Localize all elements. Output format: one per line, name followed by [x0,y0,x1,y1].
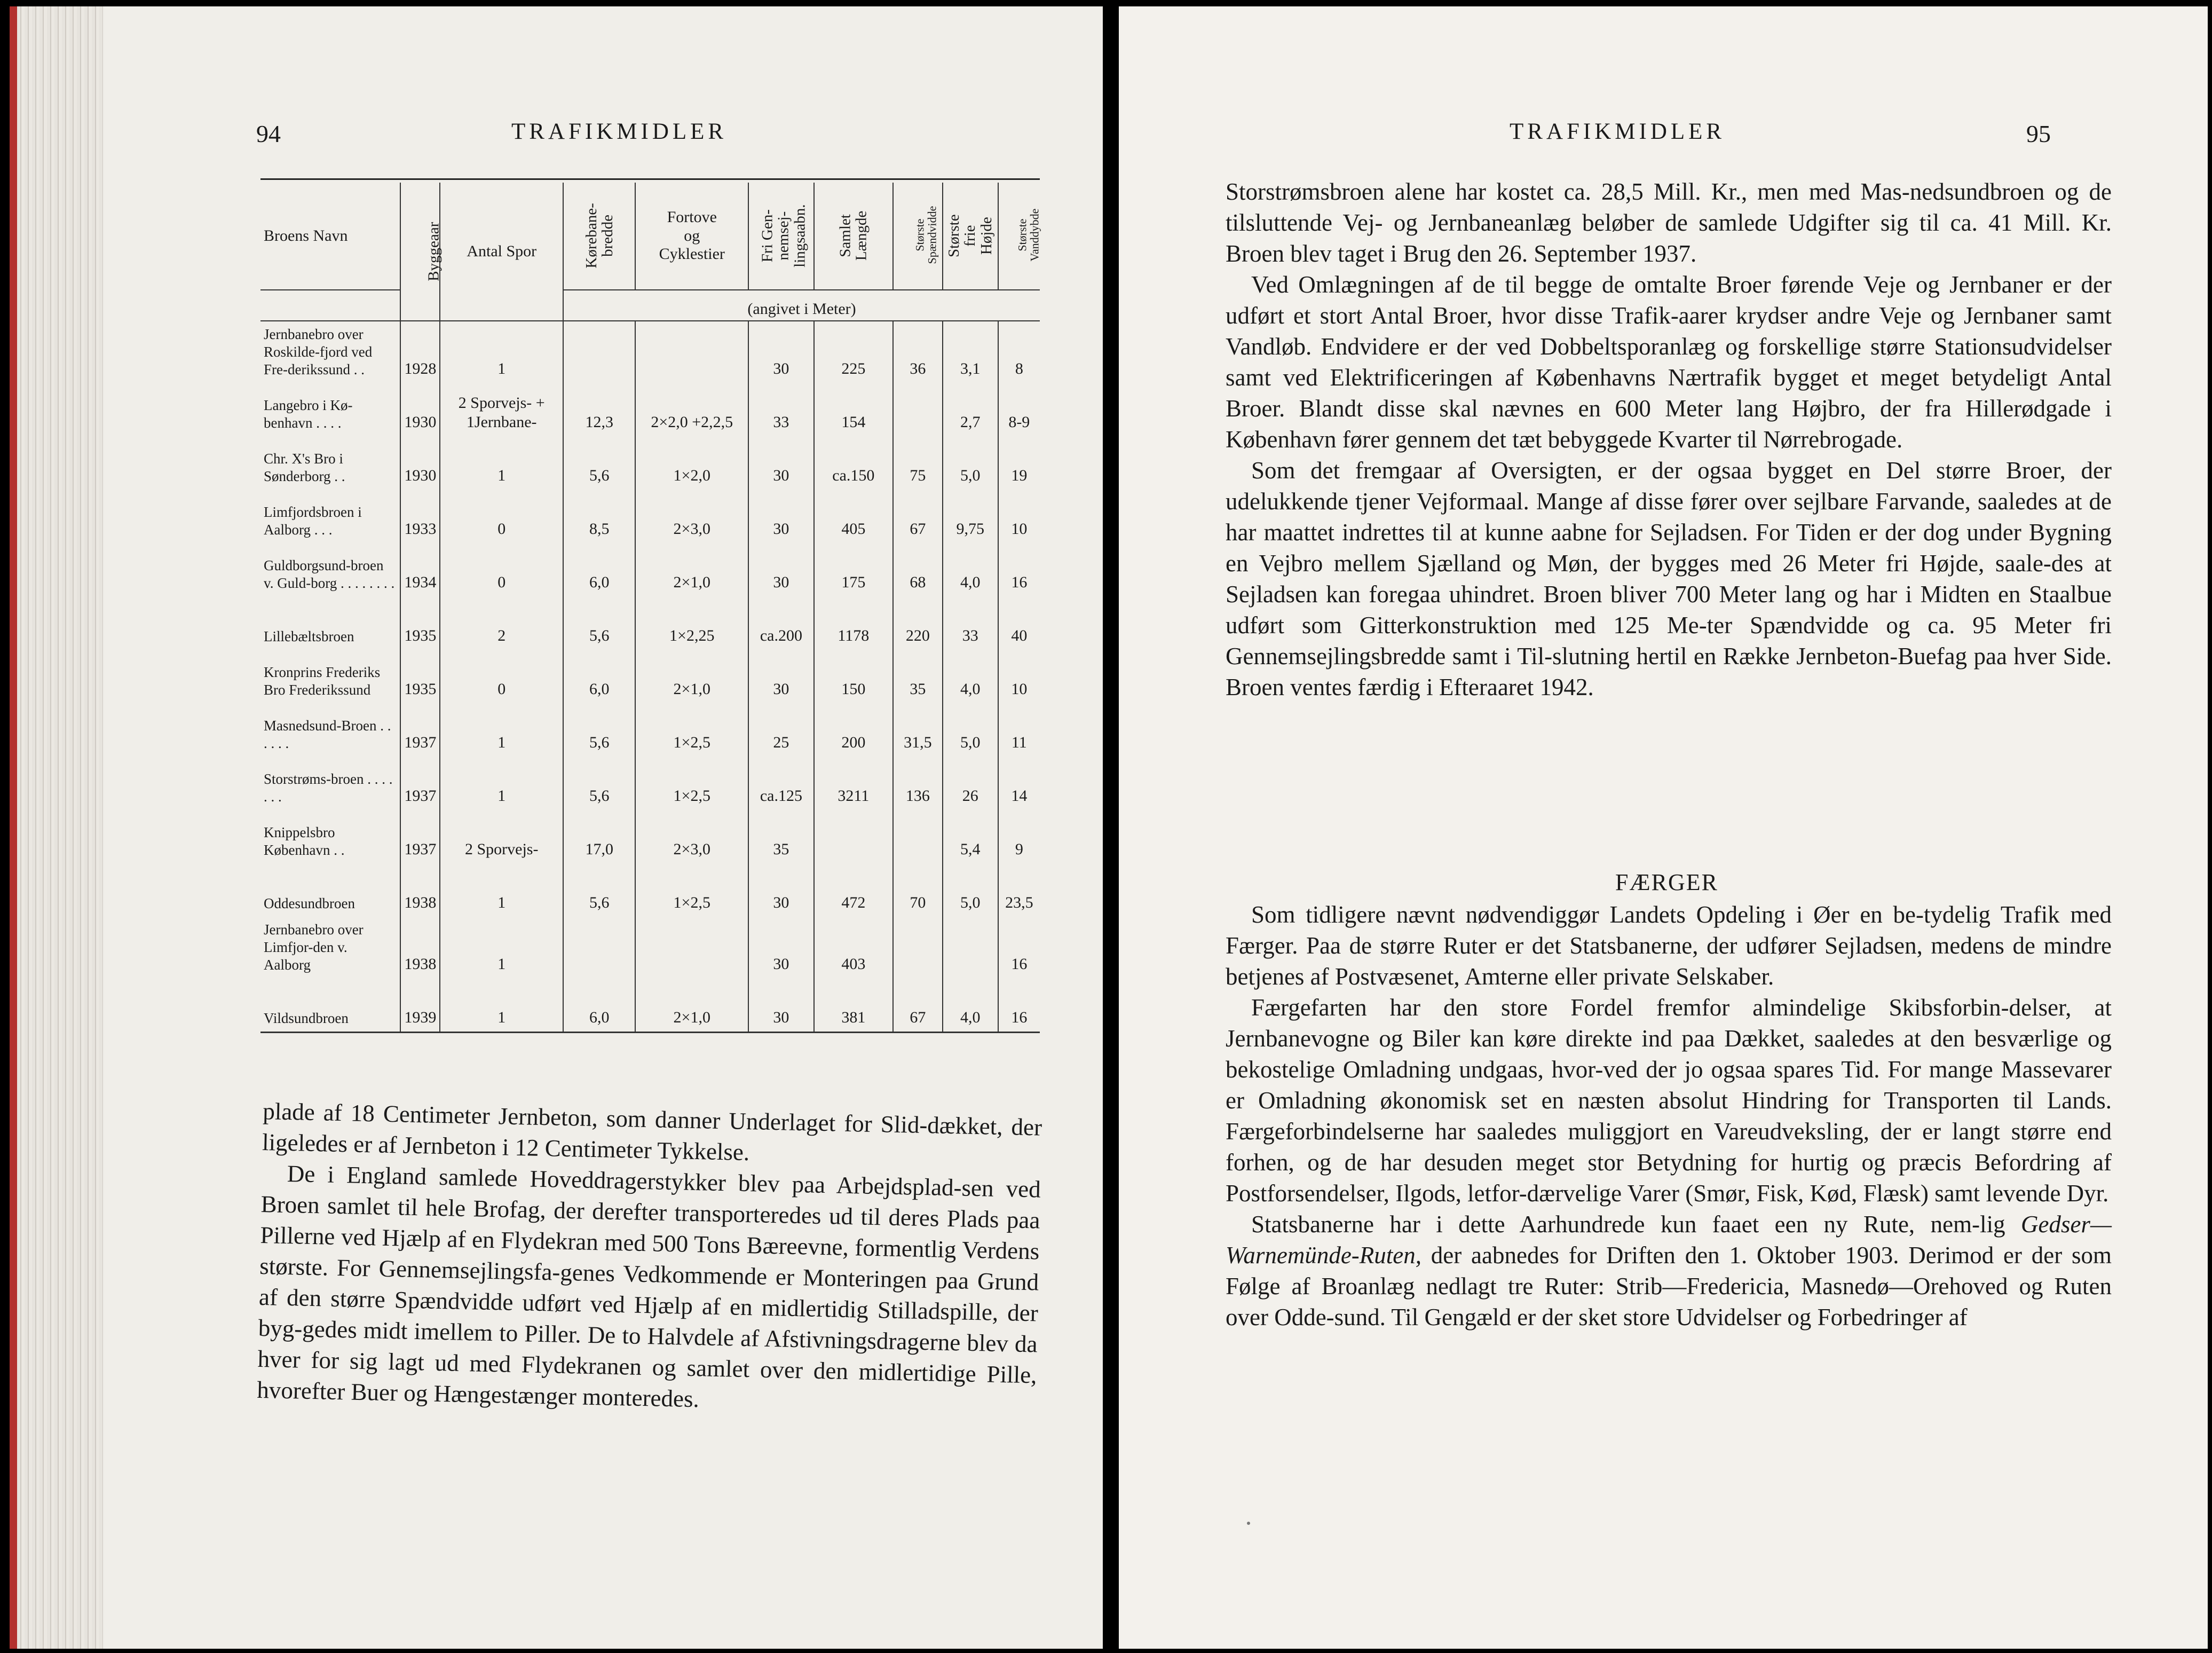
cell-carriageway: 12,3 [563,383,635,436]
cell-sidewalks: 2×1,0 [635,650,748,703]
cell-span: 67 [893,490,943,543]
cell-length: 225 [814,321,893,383]
cell-height: 4,0 [943,978,998,1033]
table-row [260,596,1040,650]
speck [1247,1522,1250,1525]
cell-depth: 14 [998,757,1040,810]
cell-span: 67 [893,978,943,1033]
cell-height: 5,0 [943,863,998,917]
cell-sidewalks: 2×1,0 [635,978,748,1033]
cell-carriageway [563,917,635,978]
right-body-text-top [1226,176,2112,703]
cell-depth: 40 [998,596,1040,650]
table-row [260,863,1040,917]
cell-sidewalks: 1×2,5 [635,757,748,810]
cell-clearance: 30 [748,490,814,543]
table-row [260,917,1040,978]
cell-clearance: 30 [748,436,814,490]
paragraph: Ved Omlægningen af de til begge de omtalte Broer førende Veje og Jernbaner er der udført et stort Antal Broer, hvor disse Trafik-aarer krydser andre Veje og Jernbaner samt Vandløb. Endvidere er der ved Dobbeltsporanlæg og forskellige større Stationsudvidelser samt ved Elektrificeringen af Københavns Nærtrafik bygget et meget betydeligt Antal Broer. Blandt disse skal nævnes en 600 Meter lang Højbro, der fra Hillerødgade i København fører gennem det tæt bebyggede Kvarter til Nørrebrogade. [1226,271,2112,453]
col-header-max-depth: Største Vanddybde [998,183,1040,290]
cell-year: 1939 [400,978,440,1033]
cell-year: 1938 [400,863,440,917]
bridge-table [260,183,1040,1033]
cell-sidewalks: 1×2,0 [635,436,748,490]
cell-carriageway: 6,0 [563,543,635,596]
paragraph: Færgefarten har den store Fordel fremfor almindelige Skibsforbin-delser, at Jernbanevogne og Biler kan køre direkte ind paa Dækket, saaledes at den besværlige og bekostelige Omladning undgaas, hvor-ved der jo ogsaa spares Tid. For mange Massevarer er Omladning økonomisk set en næsten absolut Hindring for Transporten til Lands. Færgeforbindelserne har saaledes muliggjort en Vareudveksling, der er langt større end forhen, og de har desuden meget stor Betydning for hurtig og præcis Befordring af Postforsendelser, Ilgods, letfor-dærvelige Varer (Smør, Fisk, Kød, Flæsk) samt levende Dyr. [1226,994,2112,1207]
cell-carriageway: 5,6 [563,703,635,757]
cell-length: 1178 [814,596,893,650]
page-stack-edge [10,6,103,1649]
cell-span [893,917,943,978]
col-header-total-length: Samlet Længde [814,183,893,290]
cell-name: Storstrøms-broen . . . . . . . [264,770,393,805]
cell-length: 150 [814,650,893,703]
left-body-text [257,1096,1042,1421]
cell-clearance: 30 [748,321,814,383]
cell-span: 31,5 [893,703,943,757]
cell-name: Jernbanebro over Limfjor-den v. Aalborg [264,921,364,973]
cell-height: 2,7 [943,383,998,436]
cell-carriageway: 6,0 [563,650,635,703]
cell-span: 68 [893,543,943,596]
cell-tracks: 2 [440,596,563,650]
cell-name: Kronprins Frederiks Bro Frederikssund [264,664,381,698]
col-header-tracks: Antal Spor [440,183,563,321]
cell-length: 472 [814,863,893,917]
cell-tracks: 0 [440,543,563,596]
cell-sidewalks: 2×1,0 [635,543,748,596]
cell-height: 4,0 [943,650,998,703]
cell-tracks: 1 [440,757,563,810]
cell-tracks: 0 [440,650,563,703]
cell-depth: 16 [998,917,1040,978]
cell-sidewalks [635,917,748,978]
cell-tracks: 1 [440,917,563,978]
table-row [260,810,1040,863]
cell-carriageway: 8,5 [563,490,635,543]
cell-carriageway: 6,0 [563,978,635,1033]
cell-year: 1938 [400,917,440,978]
cell-tracks: 2 Sporvejs- + 1Jernbane- [440,383,563,436]
cell-height: 4,0 [943,543,998,596]
cell-depth: 9 [998,810,1040,863]
cell-tracks: 1 [440,436,563,490]
table-row [260,321,1040,383]
cell-span: 36 [893,321,943,383]
cell-length: 200 [814,703,893,757]
cell-span: 70 [893,863,943,917]
table-row [260,703,1040,757]
paragraph: Som det fremgaar af Oversigten, er der ogsaa bygget en Del større Broer, der udelukkende tjener Vejformaal. Mange af disse fører over sejlbare Farvande, saaledes at de har maattet indrettes til at kunne aabne for Sejladsen. For Tiden er der dog under Bygning en Vejbro mellem Sjælland og Møn, der bygges med 26 Meter fri Højde, saale-des at Sejladsen kan foregaa uhindret. Broen bliver 700 Meter lang og har i Midten en Staalbue udført som Gitterkonstruktion med 125 Me-ter Spændvidde og ca. 95 Meter fri Gennemsejlingsbredde samt i Til-slutning hertil en Række Jernbeton-Buefag paa hver Side. Broen ventes færdig i Efteraaret 1942. [1226,457,2112,700]
col-header-max-height: Største frie Højde [943,183,998,290]
cell-depth: 11 [998,703,1040,757]
cell-span: 136 [893,757,943,810]
paragraph: Statsbanerne har i dette Aarhundrede kun faaet een ny Rute, nem-lig Gedser—Warnemünde-Ruten, der aabnedes for Driften den 1. Oktober 1903. Derimod er der som Følge af Broanlæg nedlagt tre Ruter: Strib—Fredericia, Masnedø—Orehoved og Ruten over Odde-sund. Til Gengæld er der sket store Udvidelser og Forbedringer af [1226,1211,2112,1331]
cell-tracks: 1 [440,863,563,917]
cell-name: Limfjordsbroen i Aalborg . . . [264,503,362,538]
cell-span: 220 [893,596,943,650]
col-header-sidewalks: Fortove og Cyklestier [635,183,748,290]
cell-clearance: 33 [748,383,814,436]
cell-length: ca.150 [814,436,893,490]
paragraph: plade af 18 Centimeter Jernbeton, som danner Underlaget for Slid-dækket, der ligeledes er af Jernbeton i 12 Centimeter Tykkelse. [262,1097,1042,1166]
cell-depth: 16 [998,978,1040,1033]
table-row [260,383,1040,436]
cell-sidewalks: 1×2,5 [635,863,748,917]
col-header-carriageway: Kørebane- bredde [563,183,635,290]
col-header-year: Byggeaar [400,183,440,321]
cell-height: 9,75 [943,490,998,543]
cell-height [943,917,998,978]
table-row [260,757,1040,810]
cell-year: 1937 [400,757,440,810]
cell-length: 3211 [814,757,893,810]
cell-depth: 10 [998,650,1040,703]
cell-depth: 8 [998,321,1040,383]
cell-depth: 10 [998,490,1040,543]
cell-depth: 8-9 [998,383,1040,436]
cell-year: 1935 [400,596,440,650]
cell-length [814,810,893,863]
cell-length: 154 [814,383,893,436]
paragraph: Som tidligere nævnt nødvendiggør Landets Opdeling i Øer en be-tydelig Trafik med Færger. Paa de større Ruter er det Statsbanerne, der udfører Sejladsen, medens de mindre betjenes af Postvæsenet, Amterne eller private Selskaber. [1226,901,2112,990]
cell-clearance: 30 [748,863,814,917]
cell-clearance: 25 [748,703,814,757]
cell-depth: 19 [998,436,1040,490]
cell-tracks: 1 [440,703,563,757]
cell-height: 3,1 [943,321,998,383]
cell-tracks: 1 [440,978,563,1033]
cell-sidewalks: 2×3,0 [635,490,748,543]
right-body-text-bottom [1226,899,2112,1333]
cell-name: Guldborgsund-broen v. Guld-borg . . . . . . . . [264,557,395,591]
col-header-max-span: Største Spændvidde [893,183,943,290]
left-page [10,6,1103,1649]
cell-sidewalks: 1×2,25 [635,596,748,650]
cell-clearance: 35 [748,810,814,863]
cell-length: 381 [814,978,893,1033]
cell-carriageway: 5,6 [563,757,635,810]
cell-height: 33 [943,596,998,650]
cell-clearance: 30 [748,978,814,1033]
section-heading: FÆRGER [1615,869,1718,895]
cell-year: 1930 [400,436,440,490]
cell-clearance: 30 [748,543,814,596]
col-header-clearance-width: Fri Gen- nemsej- lingsaabn. [748,183,814,290]
cell-sidewalks [635,321,748,383]
cell-height: 26 [943,757,998,810]
cell-carriageway [563,321,635,383]
cell-span: 35 [893,650,943,703]
cell-year: 1937 [400,703,440,757]
cell-year: 1933 [400,490,440,543]
cell-depth: 16 [998,543,1040,596]
cell-height: 5,0 [943,703,998,757]
cell-span [893,810,943,863]
cell-sidewalks: 1×2,5 [635,703,748,757]
cell-clearance: ca.200 [748,596,814,650]
paragraph: Storstrømsbroen alene har kostet ca. 28,5 Mill. Kr., men med Mas-nedsundbroen og de tilsluttende Vej- og Jernbaneanlæg beløber de samlede Udgifter sig til ca. 41 Mill. Kr. Broen blev taget i Brug den 26. September 1937. [1226,178,2112,267]
cell-year: 1928 [400,321,440,383]
right-page [1119,6,2208,1649]
cell-name: Oddesundbroen [264,895,355,911]
cell-tracks: 0 [440,490,563,543]
cell-clearance: ca.125 [748,757,814,810]
cell-year: 1935 [400,650,440,703]
cell-carriageway: 17,0 [563,810,635,863]
unit-note: (angivet i Meter) [563,290,1040,321]
cell-length: 175 [814,543,893,596]
cell-name: Vildsundbroen [260,978,400,1033]
cell-span: 75 [893,436,943,490]
cell-length: 403 [814,917,893,978]
cell-name: Chr. X's Bro i Sønderborg . . [264,450,345,484]
cell-height: 5,0 [943,436,998,490]
cell-length: 405 [814,490,893,543]
page-number: 95 [2026,120,2051,147]
page-number: 94 [256,120,281,147]
table-row [260,543,1040,596]
cell-clearance: 30 [748,650,814,703]
cell-carriageway: 5,6 [563,436,635,490]
running-head: TRAFIKMIDLER [1510,119,1726,144]
cell-name: Masnedsund-Broen . . . . . . [264,717,391,751]
cell-name: Lillebæltsbroen [264,628,354,644]
table-row [260,650,1040,703]
cell-year: 1934 [400,543,440,596]
cell-depth: 23,5 [998,863,1040,917]
running-head: TRAFIKMIDLER [511,119,728,144]
cell-carriageway: 5,6 [563,863,635,917]
cell-name: Jernbanebro over Roskilde-fjord ved Fre-derikssund . . [264,326,373,377]
cell-year: 1930 [400,383,440,436]
cell-name: Langebro i Kø-benhavn . . . . [264,397,353,431]
cell-height: 5,4 [943,810,998,863]
table-row [260,978,1040,1033]
cell-sidewalks: 2×3,0 [635,810,748,863]
cell-sidewalks: 2×2,0 +2,2,5 [635,383,748,436]
cell-tracks: 2 Sporvejs- [440,810,563,863]
cell-name: Knippelsbro København . . [264,824,345,858]
col-header-name: Broens Navn [260,183,400,290]
table-row [260,436,1040,490]
cell-tracks: 1 [440,321,563,383]
table-top-rule [260,178,1040,180]
cell-clearance: 30 [748,917,814,978]
cell-carriageway: 5,6 [563,596,635,650]
table-row [260,490,1040,543]
cell-year: 1937 [400,810,440,863]
cell-span [893,383,943,436]
paragraph: De i England samlede Hoveddragerstykker blev paa Arbejdsplad-sen ved Broen samlet til hele Brofag, der derefter transporteredes ud til deres Plads paa Pillerne ved Hjælp af en Flydekran med 500 Tons Bæreevne, formentlig Verdens største. For Gennemsejlingsfa-genes Vedkommende er Monteringen paa Grund af den større Spændvidde udført ved Hjælp af en midlertidig Stilladspille, der byg-gedes midt imellem to Piller. De to Halvdele af Afstivningsdragerne blev da hver for sig lagt ud med Flydekranen og samlet over den midlertidige Pille, hvorefter Buer og Hængestænger monteredes. [256,1160,1041,1413]
